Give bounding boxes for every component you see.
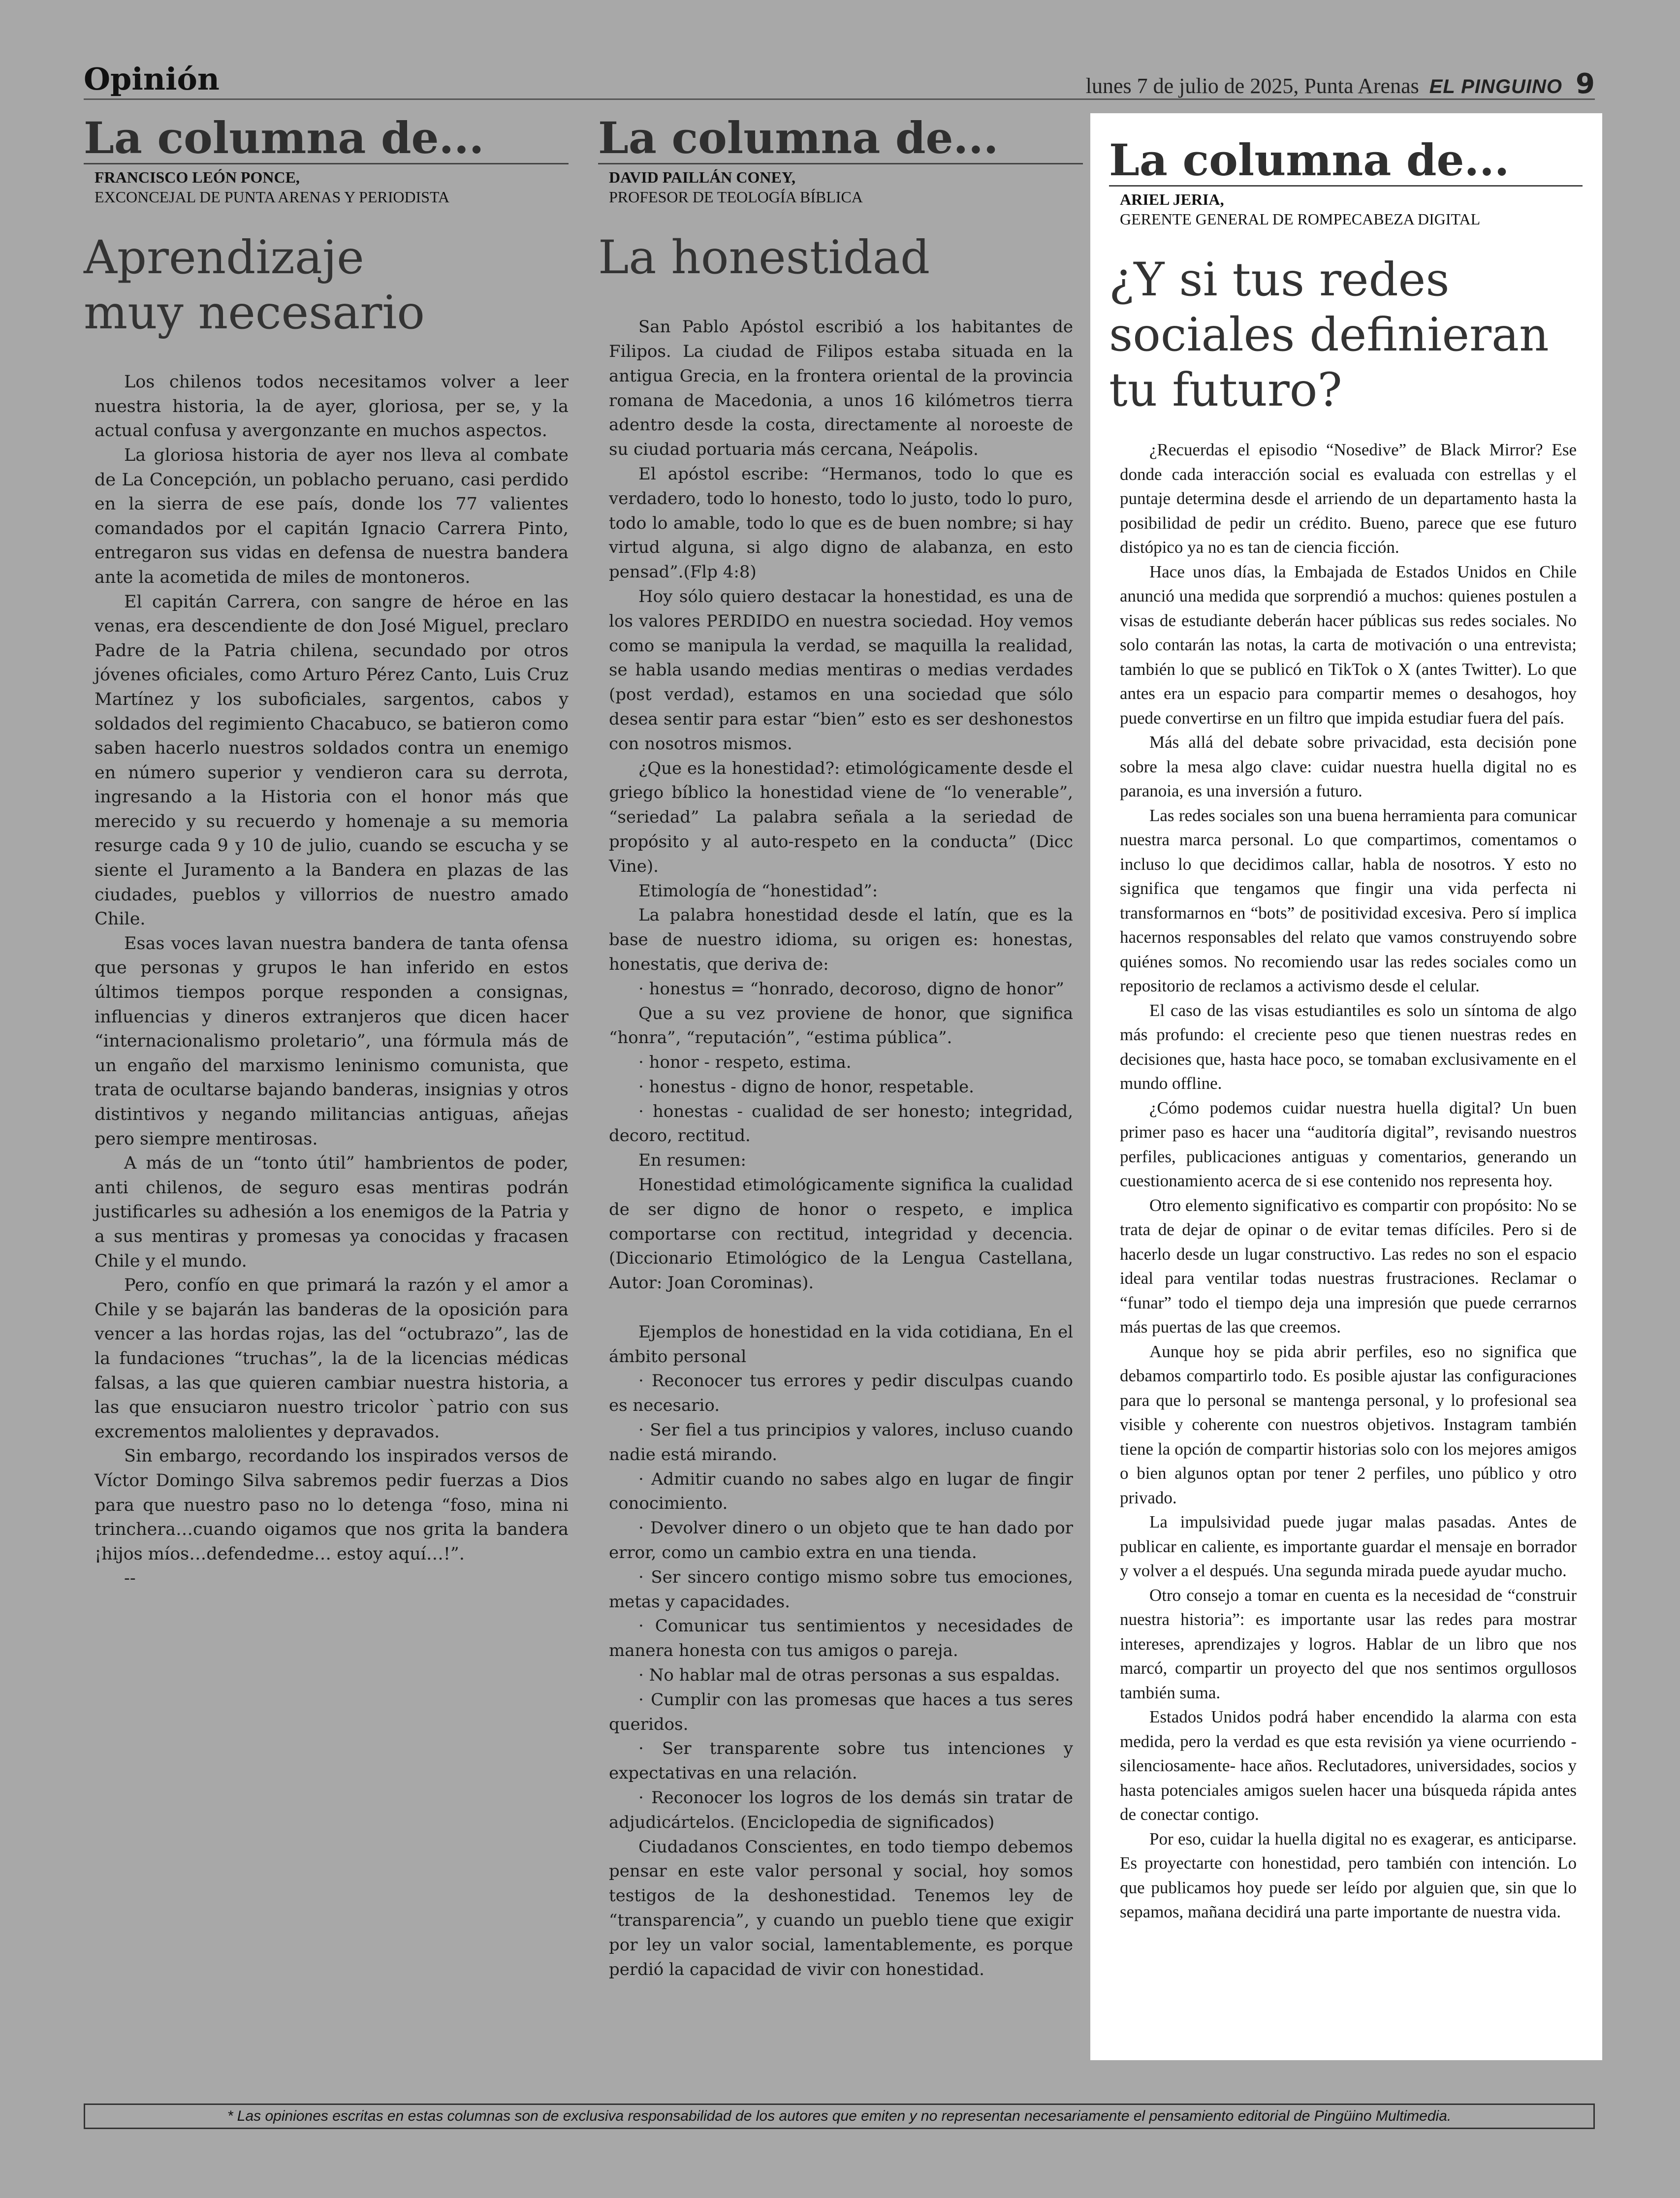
paragraph: · Admitir cuando no sabes algo en lugar de fingir conocimiento. xyxy=(609,1469,1073,1514)
paragraph: La impulsividad puede jugar malas pasadas. Antes de publicar en caliente, es importante guardar el mensaje en borrador y volver a el después. Una segunda mirada puede ayudar mucho. xyxy=(1120,1512,1577,1581)
author-name: FRANCISCO LEÓN PONCE, xyxy=(95,168,300,187)
paragraph: · No hablar mal de otras personas a sus espaldas. xyxy=(638,1665,1060,1686)
author-role: PROFESOR DE TEOLOGÍA BÍBLICA xyxy=(609,188,863,206)
paragraph-spacer xyxy=(609,1296,1073,1320)
paragraph: Otro consejo a tomar en cuenta es la necesidad de “construir nuestra historia”: es importante usar las redes para mostrar intereses, aprendizajes y logros. Hablar de un libro que nos marcó, compartir un proyecto del que nos sentimos orgullosos también suma. xyxy=(1120,1585,1577,1702)
paragraph: Esas voces lavan nuestra bandera de tanta ofensa que personas y grupos le han inferido en estos últimos tiempos porque responden a consignas, influencias y dineros extranjeros que dicen hacer “internacionalismo proletario”, una fórmula más de un engaño del marxismo leninismo comunista, que trata de ocultarse bajando banderas, insignias y otros distintivos y negando militancias antiguas, añejas pero siempre mentirosas. xyxy=(95,933,569,1149)
paragraph: · honor - respeto, estima. xyxy=(638,1052,852,1073)
column-kicker: La columna de... xyxy=(598,113,1083,164)
brand-logo: EL PINGUINO xyxy=(1429,76,1563,97)
paragraph: ¿Que es la honestidad?: etimológicamente desde el griego bíblico la honestidad viene de “lo venerable”, “seriedad” La palabra señala a la seriedad de propósito y al auto-respeto en la conducta” (Dicc Vine). xyxy=(609,758,1073,876)
column-leon-ponce xyxy=(84,113,569,1591)
paragraph: Hace unos días, la Embajada de Estados Unidos en Chile anunció una medida que sorprendió a muchos: quienes postulen a visas de estudiante deberán hacer públicas sus redes sociales. No solo contarán las notas, la carta de motivación o una entrevista; también lo que se publicó en TikTok o X (antes Twitter). Lo que antes era un espacio para compartir memes o desahogos, hoy puede convertirse en un filtro que impida estudiar fuera del país. xyxy=(1120,562,1577,728)
paragraph: Por eso, cuidar la huella digital no es exagerar, es anticiparse. Es proyectarte con honestidad, pero también con intención. Lo que publicamos hoy puede ser leído por alguien que, sin que lo sepamos, mañana decidirá una parte importante de nuestra vida. xyxy=(1120,1829,1577,1922)
paragraph: · Reconocer tus errores y pedir disculpas cuando es necesario. xyxy=(609,1371,1073,1416)
page-header xyxy=(84,59,1595,100)
article-body xyxy=(84,370,569,1591)
disclaimer-box: * Las opiniones escritas en estas columnas son de exclusiva responsabilidad de los autores que emiten y no representan necesariamente el pensamiento editorial de Pingüino Multimedia. xyxy=(84,2103,1595,2129)
author-role: GERENTE GENERAL DE ROMPECABEZA DIGITAL xyxy=(1120,210,1481,228)
column-jeria xyxy=(1090,113,1602,2060)
page-number: 9 xyxy=(1576,68,1595,100)
paragraph: ¿Cómo podemos cuidar nuestra huella digital? Un buen primer paso es hacer una “auditoría digital”, revisando nuestros perfiles, publicaciones antiguas y comentarios, generando un cuestionamiento acerca de si ese contenido nos representa hoy. xyxy=(1120,1098,1577,1191)
article-title: Aprendizaje muy necesario xyxy=(84,231,425,340)
paragraph: La gloriosa historia de ayer nos lleva al combate de La Concepción, un poblacho peruano, casi perdido en la sierra de ese país, donde los 77 valientes comandados por el capitán Ignacio Carrera Pinto, entregaron sus vidas en defensa de nuestra bandera ante la acometida de miles de montoneros. xyxy=(95,445,569,587)
paragraph: ¿Recuerdas el episodio “Nosedive” de Black Mirror? Ese donde cada interacción social es evaluada con estrellas y el puntaje determina desde el arriendo de un departamento hasta la posibilidad de pedir un crédito. Bueno, parece que ese futuro distópico ya no es tan de ciencia ficción. xyxy=(1120,440,1577,557)
paragraph: · Ser fiel a tus principios y valores, incluso cuando nadie está mirando. xyxy=(609,1420,1073,1465)
paragraph: · Ser sincero contigo mismo sobre tus emociones, metas y capacidades. xyxy=(609,1567,1073,1612)
paragraph: · Cumplir con las promesas que haces a tus seres queridos. xyxy=(609,1689,1073,1734)
paragraph: Ciudadanos Conscientes, en todo tiempo debemos pensar en este valor personal y social, hoy somos testigos de la deshonestidad. Tenemos ley de “transparencia”, y cuando un pueblo tiene que exigir por ley un valor social, lamentablemente, es porque perdió la capacidad de vivir con honestidad. xyxy=(609,1837,1073,1979)
paragraph: La palabra honestidad desde el latín, que es la base de nuestro idioma, su origen es: honestas, honestatis, que deriva de: xyxy=(609,905,1073,974)
paragraph: · honestus - digno de honor, respetable. xyxy=(638,1077,974,1097)
paragraph: Estados Unidos podrá haber encendido la alarma con esta medida, pero la verdad es que esta revisión ya viene ocurriendo -silenciosamente- hace años. Reclutadores, universidades, socios y hasta potenciales amigos suelen hacer una búsqueda rápida antes de conectar contigo. xyxy=(1120,1707,1577,1824)
header-meta xyxy=(1086,68,1595,100)
article-title: ¿Y si tus redes sociales definieran tu futuro? xyxy=(1109,253,1549,417)
paragraph: Ejemplos de honestidad en la vida cotidiana, En el ámbito personal xyxy=(609,1322,1073,1367)
paragraph: Etimología de “honestidad”: xyxy=(638,881,878,901)
column-kicker: La columna de... xyxy=(1109,135,1583,187)
dateline: lunes 7 de julio de 2025, Punta Arenas xyxy=(1085,74,1419,98)
author-block xyxy=(1120,190,1583,229)
paragraph: Otro elemento significativo es compartir con propósito: No se trata de dejar de opinar o de evitar temas difíciles. Pero si de hacerlo desde un lugar constructivo. Las redes no son el espacio ideal para ventilar todas nuestras frustraciones. Reclamar o “funar” todo el tiempo deja una impresión que puede cerrarnos más puertas de las que creemos. xyxy=(1120,1195,1577,1337)
paragraph: Aunque hoy se pida abrir perfiles, eso no significa que debamos compartirlo todo. Es posible ajustar las configuraciones para que lo personal se mantenga personal, y lo profesional sea visible y coherente con nuestros objetivos. Instagram también tiene la opción de compartir historias solo con los mejores amigos o bien algunos optan por tener 2 perfiles, uno público y otro privado. xyxy=(1120,1341,1577,1507)
column-kicker: La columna de... xyxy=(84,113,569,164)
paragraph: Más allá del debate sobre privacidad, esta decisión pone sobre la mesa algo clave: cuidar nuestra huella digital no es paranoia, es una inversión a futuro. xyxy=(1120,733,1577,801)
paragraph: San Pablo Apóstol escribió a los habitantes de Filipos. La ciudad de Filipos estaba situada en la antigua Grecia, en la frontera oriental de la provincia romana de Macedonia, a unos 16 kilómetros tierra adentro desde la costa, directamente al noroeste de su ciudad portuaria más cercana, Neápolis. xyxy=(609,317,1073,460)
paragraph: Hoy sólo quiero destacar la honestidad, es una de los valores PERDIDO en nuestra sociedad. Hoy vemos como se manipula la verdad, se maquilla la realidad, se habla usando medias mentiras o medias verdades (post verdad), estamos en una sociedad que sólo desea sentir para estar “bien” esto es ser deshonestos con nosotros mismos. xyxy=(609,586,1073,754)
author-block xyxy=(609,167,1083,207)
paragraph: · honestus = “honrado, decoroso, digno de honor” xyxy=(638,979,1064,999)
author-name: ARIEL JERIA, xyxy=(1120,191,1224,209)
paragraph: El capitán Carrera, con sangre de héroe en las venas, era descendiente de don José Miguel, preclaro Padre de la Patria chilena, secundado por otros jóvenes oficiales, como Arturo Pérez Canto, Luis Cruz Martínez y los suboficiales, sargentos, cabos y soldados del regimiento Chacabuco, se batieron como saben hacerlo nuestros soldados contra un enemigo en número superior y vendieron cara su derrota, ingresando a la Historia con el honor más que merecido y su recuerdo y homenaje a su memoria resurge cada 9 y 10 de julio, cuando se escucha y se siente el Juramento a la Bandera en plazas de las ciudades, pueblos y villorrios de nuestro amado Chile. xyxy=(95,592,569,929)
paragraph: Honestidad etimológicamente significa la cualidad de ser digno de honor o respeto, e implica comportarse con rectitud, integridad y decencia. (Diccionario Etimológico de la Lengua Castellana, Autor: Joan Corominas). xyxy=(609,1175,1073,1293)
paragraph: Las redes sociales son una buena herramienta para comunicar nuestra marca personal. Lo que compartimos, comentamos o incluso lo que decidimos callar, habla de nosotros. Y esto no significa que tengamos que fingir una vida perfecta ni transformarnos en “bots” de positividad excesiva. Pero sí implica hacernos responsables del relato que vamos construyendo sobre quiénes somos. No recomiendo usar las redes sociales como un repositorio de reclamos a activismo desde el celular. xyxy=(1120,805,1577,996)
paragraph: · honestas - cualidad de ser honesto; integridad, decoro, rectitud. xyxy=(609,1101,1073,1146)
paragraph: · Ser transparente sobre tus intenciones y expectativas en una relación. xyxy=(609,1739,1073,1784)
author-name: DAVID PAILLÁN CONEY, xyxy=(609,168,796,187)
paragraph: Sin embargo, recordando los inspirados versos de Víctor Domingo Silva sabremos pedir fuerzas a Dios para que nuestro paso no lo detenga “foso, mina ni trinchera…cuando oigamos que nos grita la bandera ¡hijos míos…defendedme… estoy aquí…!”. xyxy=(95,1446,569,1564)
paragraph: El apóstol escribe: “Hermanos, todo lo que es verdadero, todo lo honesto, todo lo justo, todo lo puro, todo lo amable, todo lo que es de buen nombre; si hay virtud alguna, si algo digno de alabanza, en esto pensad”.(Flp 4:8) xyxy=(609,464,1073,582)
author-block xyxy=(95,167,569,207)
paragraph: Que a su vez proviene de honor, que significa “honra”, “reputación”, “estima pública”. xyxy=(609,1003,1073,1048)
article-body xyxy=(1109,438,1583,1924)
paragraph: · Reconocer los logros de los demás sin tratar de adjudicártelos. (Enciclopedia de significados) xyxy=(609,1788,1073,1832)
paragraph: A más de un “tonto útil” hambrientos de poder, anti chilenos, de seguro esas mentiras podrán justificarles su adhesión a los enemigos de la Patria y a sus mentiras y promesas ya conocidas y fracasen Chile y el mundo. xyxy=(95,1153,569,1271)
paragraph: · Devolver dinero o un objeto que te han dado por error, como un cambio extra en una tienda. xyxy=(609,1518,1073,1563)
section-name: Opinión xyxy=(84,61,220,97)
paragraph: · Comunicar tus sentimientos y necesidades de manera honesta con tus amigos o pareja. xyxy=(609,1616,1073,1661)
paragraph: Los chilenos todos necesitamos volver a leer nuestra historia, la de ayer, gloriosa, per se, y la actual confusa y avergonzante en muchos aspectos. xyxy=(95,372,569,441)
author-role: EXCONCEJAL DE PUNTA ARENAS Y PERIODISTA xyxy=(95,188,450,206)
column-paillan-coney xyxy=(598,113,1083,1982)
article-body xyxy=(598,315,1083,1982)
paragraph: En resumen: xyxy=(638,1150,746,1171)
article-title: La honestidad xyxy=(598,231,930,285)
paragraph: -- xyxy=(124,1568,136,1589)
paragraph: Pero, confío en que primará la razón y el amor a Chile y se bajarán las banderas de la oposición para vencer a las hordas rojas, las del “octubrazo”, las de la fundaciones “truchas”, la de la licencias médicas falsas, a las que quieren cambiar nuestra historia, a las que ensuciaron nuestro tricolor `patrio con sus excrementos malolientes y depravados. xyxy=(95,1275,569,1442)
paragraph: El caso de las visas estudiantiles es solo un síntoma de algo más profundo: el creciente peso que tienen nuestras redes en decisiones que, hasta hace poco, se tomaban exclusivamente en el mundo offline. xyxy=(1120,1000,1577,1093)
